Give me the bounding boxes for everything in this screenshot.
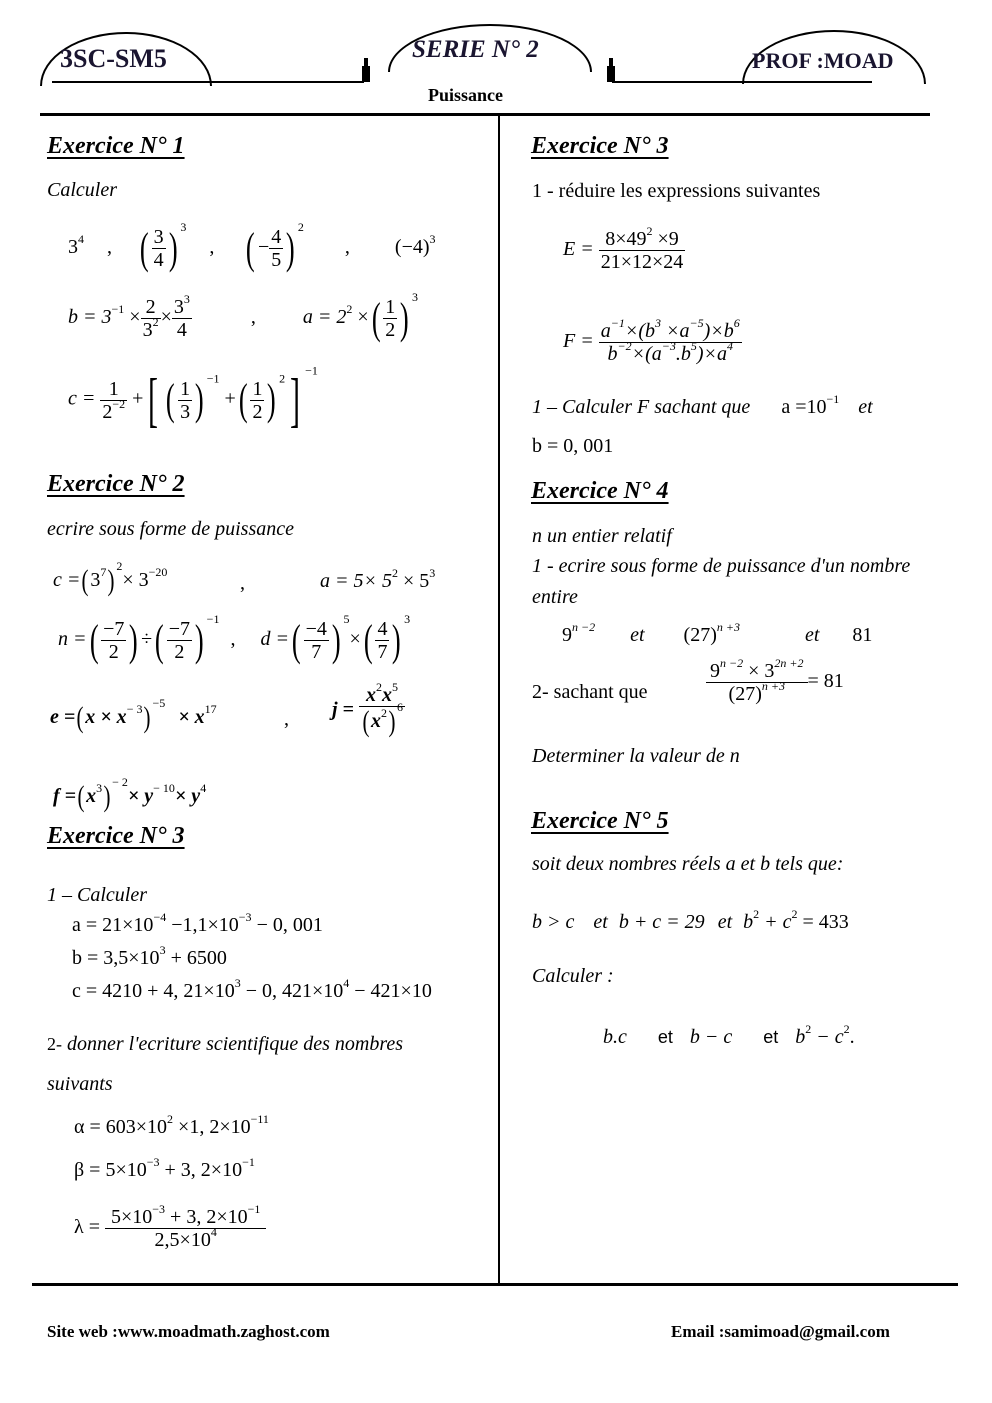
term: 5×10 [110, 1206, 153, 1228]
num: 4 [271, 226, 282, 248]
exp: 3 [654, 316, 661, 330]
exp: 2 [380, 706, 387, 720]
term: (27) [728, 683, 762, 705]
exp: 3 [96, 781, 103, 795]
term: − 0, 001 [251, 914, 323, 936]
term: )×b [703, 320, 734, 342]
prof-label: PROF :MOAD [752, 48, 894, 73]
term: 3 [90, 569, 101, 591]
exp: 2 [297, 220, 304, 235]
footer-divider [32, 1283, 958, 1286]
ex3-right-title: Exercice N° 3 [531, 133, 669, 159]
times: × [357, 306, 369, 329]
term: ×(b [624, 320, 655, 342]
exp: 3 [404, 612, 411, 627]
exp: − 3 [126, 702, 143, 716]
comma: , [250, 306, 256, 329]
exp: −2 [112, 396, 126, 411]
pillar-left-top [364, 58, 368, 66]
ex2-title: Exercice N° 2 [47, 471, 185, 497]
ex4-equation [706, 656, 844, 705]
text: 1 – Calculer F sachant que [532, 396, 751, 418]
pillar-left [362, 66, 370, 82]
exp: −4 [153, 910, 167, 924]
term: b [795, 1026, 806, 1048]
plus: + [224, 387, 236, 410]
term: 81 [852, 624, 873, 646]
term: 9 [562, 624, 572, 646]
exp: 2 [346, 302, 353, 317]
term: + 3, 2×10 [159, 1159, 243, 1181]
ex4-determine: Determiner la valeur de n [532, 745, 740, 767]
num: 1 [252, 377, 263, 400]
ex1-instruction: Calculer [47, 179, 117, 201]
exp: −20 [148, 565, 168, 579]
term: × y [127, 785, 154, 807]
term: x [86, 785, 97, 807]
term: + 3, 2×10 [165, 1206, 248, 1228]
a-lhs: a = 2 [302, 306, 347, 329]
exp: 3 [159, 943, 166, 957]
rhs: = 81 [807, 670, 844, 693]
ex2-n-expr: n =( $\frac{-7}{2}$ ) ÷( $\frac{-7}{2}$ ) $^{-1}$ , d =( $\frac{-4}{7}$ ) $^5$×( $\frac{4}{7}$ ) $^3$ [58, 612, 411, 665]
et: et [804, 624, 820, 646]
class-label: 3SC-SM5 [60, 44, 167, 73]
exp: −1 [247, 1202, 261, 1216]
num: −4 [305, 618, 327, 640]
ex2-j-expr: j = $\frac{x^2x^5}{(x^2) ^6}$ [332, 680, 403, 739]
exp: −1 [826, 392, 840, 406]
comma: , [344, 236, 350, 259]
plus: + [132, 387, 144, 410]
ex3-left-title: Exercice N° 3 [47, 823, 185, 849]
term: c = 4210 + 4, 21×10 [72, 980, 235, 1002]
exp: 3 [429, 232, 436, 247]
ex3r-b-value: b = 0, 001 [532, 435, 614, 457]
den: 5 [271, 249, 282, 271]
c-lhs: c = [68, 387, 96, 410]
header-line-left [52, 81, 364, 83]
ex5-calc: Calculer : [532, 965, 614, 987]
exp: 4 [343, 976, 350, 990]
exp: −5 [152, 696, 166, 710]
term: × 5 [398, 570, 430, 592]
exp: −11 [250, 1112, 269, 1126]
term: x [381, 684, 392, 706]
exp: −1 [305, 363, 318, 378]
exp: 2 [167, 1112, 174, 1126]
exp: 2 [791, 907, 798, 921]
term: − c [811, 1026, 844, 1048]
footer-email: Email :samimoad@gmail.com [671, 1322, 890, 1341]
ex4-title: Exercice N° 4 [531, 478, 669, 504]
exp: 3 [180, 220, 187, 235]
serie-label: SERIE N° 2 [412, 36, 539, 63]
et: et [763, 1027, 779, 1047]
den: 2 [252, 400, 263, 423]
ex4-line1: n un entier relatif [532, 525, 672, 547]
exp: −3 [152, 1202, 166, 1216]
term: 8×49 [605, 228, 647, 250]
ex3-part2-cont: suivants [47, 1073, 113, 1095]
exp: 4 [210, 1225, 217, 1239]
exp: 2 [646, 224, 653, 238]
num: 1 [385, 296, 396, 318]
exp: −5 [689, 316, 704, 330]
den: 3 [180, 400, 191, 423]
minus: − [257, 236, 270, 259]
exp: n −2 [572, 620, 596, 634]
exp: 6 [733, 316, 740, 330]
lhs: d = [260, 628, 289, 651]
num: 3 [153, 226, 164, 248]
exp: 2n +2 [774, 656, 804, 670]
term: −1,1×10 [166, 914, 239, 936]
times: × [160, 306, 172, 329]
exp: n −2 [720, 656, 744, 670]
term: .b [675, 343, 691, 365]
exp: n +3 [761, 679, 785, 693]
ex4-line3: entire [532, 586, 578, 608]
ex3-c-line [72, 976, 432, 1003]
ex3-a-line [72, 910, 323, 937]
exp: −1 [242, 1155, 255, 1169]
comma: , [230, 628, 236, 651]
ex3r-F [563, 316, 742, 365]
ex1-row1: $3^4$ , ( $\frac{3}{4}$ ) $^3$ , ( − $\frac{4}{5}$ ) $^2$ , $(-4)^3$ [68, 220, 436, 273]
times: × [129, 306, 141, 329]
den: 2 [108, 641, 119, 663]
exp: 2 [375, 680, 382, 694]
footer-site: Site web :www.moadmath.zaghost.com [47, 1322, 330, 1341]
term: α = 603×10 [74, 1116, 168, 1138]
ex3-alpha-line [74, 1112, 269, 1139]
term: b [743, 911, 754, 933]
term: × y [174, 785, 201, 807]
ex2-e-expr: $e =(x \times x^{- 3})$ $^{-5} \times x^{17}$ [50, 696, 217, 735]
term: b − c [689, 1026, 733, 1048]
term: x × x [85, 706, 127, 728]
term: × x [178, 706, 205, 728]
exp: −1 [206, 612, 220, 627]
den: 2 [385, 319, 396, 341]
exp: 5 [690, 339, 697, 353]
lhs: λ = [74, 1216, 100, 1239]
num: 3 [173, 296, 184, 318]
den: 2 [174, 641, 185, 663]
exp: 3 [234, 976, 241, 990]
exp: 3 [429, 566, 436, 580]
comma: , [107, 236, 112, 259]
ex3r-E [563, 224, 685, 273]
exp: 2 [116, 559, 123, 573]
num: 1 [100, 378, 127, 401]
exp: −1 [111, 302, 125, 317]
ex3-beta-line [74, 1155, 255, 1182]
et: et [717, 911, 733, 933]
lhs: c = [53, 569, 81, 591]
ex3-part1: 1 – Calculer [47, 884, 147, 906]
term: b + c = 29 [618, 911, 705, 933]
num: 2 [141, 296, 161, 319]
exp: 17 [204, 702, 217, 716]
exp: 2 [843, 1022, 850, 1036]
term: 2,5×10 [154, 1229, 211, 1251]
ex2-f-expr: $f =(x^3)$ $^{- 2}\times y^{- 10}\times y^4$ [53, 775, 207, 814]
ex1-title: Exercice N° 1 [47, 133, 185, 159]
lhs: n = [58, 628, 87, 651]
part-number: 2- [47, 1034, 62, 1054]
ex1-row3: c = $\frac{1}{2^{-2}}$ +[ ( $\frac{1}{3}$ ) $^{-1}$ +( $\frac{1}{2}$ ) $^2$] $^{-1}$ [68, 363, 318, 433]
den: 7 [377, 641, 388, 663]
lhs: f = [53, 785, 77, 807]
exp: − 10 [153, 781, 175, 795]
exp: 4 [200, 781, 207, 795]
term: + c [759, 911, 792, 933]
ex5-title: Exercice N° 5 [531, 808, 669, 834]
part-text: donner l'ecriture scientifique des nombres [62, 1033, 404, 1055]
et: et [858, 396, 873, 418]
term: ×(a [631, 343, 662, 365]
exp: 5 [391, 680, 398, 694]
term: − 0, 421×10 [240, 980, 344, 1002]
term: β = 5×10 [74, 1159, 147, 1181]
divide: ÷ [141, 628, 153, 651]
term: b > c [532, 911, 575, 933]
term: )×a [696, 343, 727, 365]
term: b [607, 343, 618, 365]
ex4-items [562, 620, 873, 647]
exp: 3 [411, 290, 418, 305]
exp: n +3 [716, 620, 740, 634]
ex2-comma2: , [284, 708, 289, 730]
period: . [849, 1026, 855, 1048]
lhs: F = [563, 330, 594, 353]
exp: −1 [206, 371, 220, 386]
ex4-line2: 1 - ecrire sous forme de puissance d'un nombre [532, 555, 911, 577]
times: × [349, 628, 361, 651]
term: + 6500 [165, 947, 227, 969]
ex3-part2 [47, 1033, 403, 1056]
exp: 6 [396, 700, 403, 714]
term: 3 [68, 236, 78, 259]
num: −7 [103, 618, 125, 640]
pillar-right-top [609, 58, 613, 66]
term: (−4) [394, 236, 430, 259]
exp: − 2 [112, 775, 128, 789]
term: ×1, 2×10 [173, 1116, 251, 1138]
ex5-conditions [532, 907, 849, 934]
term: a [600, 320, 611, 342]
comma: , [209, 236, 215, 259]
exp: 3 [183, 292, 190, 306]
exp: 4 [78, 232, 84, 247]
column-divider [498, 116, 500, 1286]
exp: 4 [727, 339, 733, 353]
num: −7 [168, 618, 191, 640]
term: x [365, 684, 376, 706]
term: − 421×10 [349, 980, 432, 1002]
ex4-sachant: 2- sachant que [532, 681, 648, 703]
ex2-instruction: ecrire sous forme de puissance [47, 518, 294, 540]
ex5-line1: soit deux nombres réels a et b tels que: [532, 853, 844, 875]
term: a = 5× 5 [320, 570, 392, 592]
term: 9 [710, 660, 720, 682]
exp: −3 [661, 339, 676, 353]
term: × 3 [743, 660, 775, 682]
ex2-comma1: , [240, 572, 245, 594]
term: a = 21×10 [72, 914, 154, 936]
ex2-a-expr [320, 566, 436, 593]
term: × 3 [122, 569, 149, 591]
exp: 2 [392, 566, 398, 580]
num: 4 [377, 618, 388, 640]
ex3-lambda-line [74, 1202, 266, 1251]
exp: 5 [343, 612, 350, 627]
et: et [630, 624, 645, 646]
exp: −3 [146, 1155, 160, 1169]
den: 2 [102, 400, 113, 423]
term: ×a [660, 320, 690, 342]
den: 4 [176, 319, 187, 341]
den: 4 [153, 249, 164, 271]
exp: 2 [753, 907, 760, 921]
exp: −3 [238, 910, 252, 924]
header-divider [40, 113, 930, 116]
exp: −1 [610, 316, 625, 330]
subject-title: Puissance [428, 85, 504, 105]
ex3r-instruction: 1 - réduire les expressions suivantes [532, 180, 821, 202]
exp: 2 [805, 1022, 812, 1036]
den: 7 [311, 641, 322, 663]
ex5-targets [603, 1022, 855, 1049]
term: ×9 [652, 228, 679, 250]
et: et [593, 911, 608, 933]
pillar-right [607, 66, 615, 82]
ex1-row2: $b = 3^{-1}$ × $\frac{2}{3^2}$ × $\frac{3^3}{4}$ , $a = 2^2$ ×( $\frac{1}{2}$ ) $^3$ [68, 290, 418, 343]
exp: 7 [100, 565, 107, 579]
num: 1 [180, 377, 191, 400]
lhs: E = [563, 238, 594, 261]
term: x [370, 710, 381, 732]
a-value: a =10 [781, 396, 827, 418]
term: b.c [603, 1026, 627, 1048]
exp: 2 [152, 315, 159, 329]
b-lhs: b = 3 [68, 306, 112, 329]
ex3-b-line [72, 943, 227, 970]
lhs: j = [332, 698, 354, 721]
exp: −2 [617, 339, 632, 353]
den: 3 [142, 319, 153, 341]
et: et [657, 1027, 673, 1047]
term: = 433 [797, 911, 849, 933]
term: (27) [683, 624, 717, 646]
term: b = 3,5×10 [72, 947, 160, 969]
den: 21×12×24 [600, 251, 684, 273]
exp: 2 [279, 371, 286, 386]
ex2-c-expr: $c =(3^7)$ $^2\times 3^{-20}$ [53, 559, 168, 598]
ex3r-calc-line [532, 392, 873, 419]
lhs: e = [50, 706, 76, 728]
